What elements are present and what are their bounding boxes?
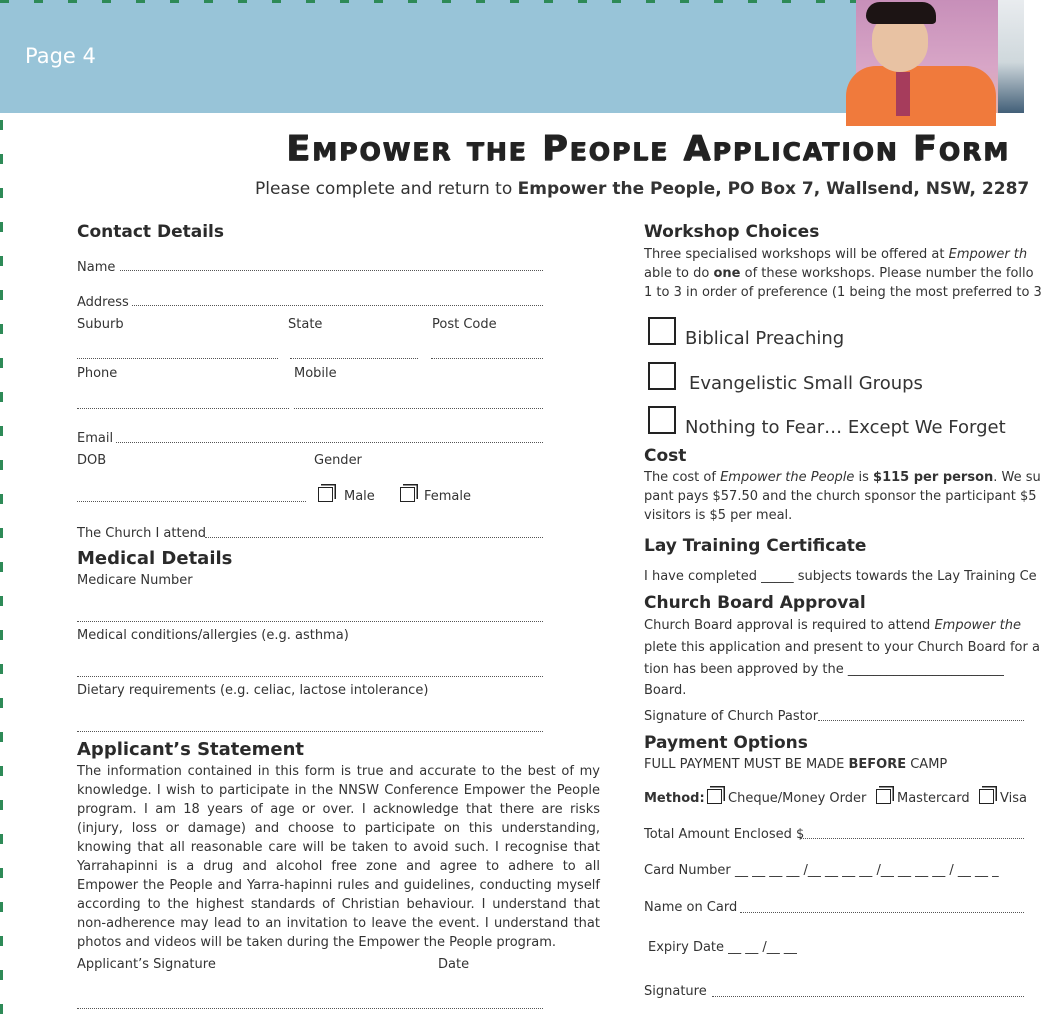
name-on-card-field[interactable] bbox=[740, 912, 1024, 913]
visa-label: Visa bbox=[1000, 791, 1027, 806]
suburb-label: Suburb bbox=[77, 317, 124, 332]
workshop-1-label: Biblical Preaching bbox=[685, 328, 845, 349]
header-photo-edge bbox=[998, 0, 1024, 113]
payment-signature-label: Signature bbox=[644, 984, 707, 999]
mastercard-checkbox[interactable] bbox=[876, 789, 891, 804]
name-label: Name bbox=[77, 260, 116, 275]
lay-training-text: I have completed _____ subjects towards the Lay Training Ce bbox=[644, 569, 1037, 584]
address-label: Address bbox=[77, 295, 129, 310]
mastercard-label: Mastercard bbox=[897, 791, 970, 806]
medical-details-heading: Medical Details bbox=[77, 548, 233, 569]
form-title: Empower the People Application Form bbox=[286, 129, 1010, 169]
payment-note: FULL PAYMENT MUST BE MADE BEFORE CAMP bbox=[644, 757, 948, 772]
mobile-field[interactable] bbox=[294, 408, 543, 409]
form-subtitle: Please complete and return to Empower the People, PO Box 7, Wallsend, NSW, 2287 bbox=[255, 179, 1030, 199]
total-amount-label: Total Amount Enclosed $ bbox=[644, 827, 805, 842]
left-dashed-border bbox=[0, 120, 3, 1024]
state-label: State bbox=[288, 317, 323, 332]
board-line3: tion has been approved by the ________________________ bbox=[644, 662, 1004, 677]
name-on-card-label: Name on Card bbox=[644, 900, 738, 915]
workshop-3-label: Nothing to Fear… Except We Forget bbox=[685, 417, 1006, 438]
workshop-2-checkbox[interactable] bbox=[648, 362, 676, 390]
workshop-1-checkbox[interactable] bbox=[648, 317, 676, 345]
church-field[interactable] bbox=[205, 537, 543, 538]
board-line1: Church Board approval is required to attend Empower the bbox=[644, 618, 1021, 633]
phone-label: Phone bbox=[77, 366, 118, 381]
board-line4: Board. bbox=[644, 683, 687, 698]
dob-label: DOB bbox=[77, 453, 107, 468]
medicare-field[interactable] bbox=[77, 621, 543, 622]
signature-label: Applicant’s Signature bbox=[77, 957, 216, 972]
payment-heading: Payment Options bbox=[644, 733, 808, 753]
mobile-label: Mobile bbox=[294, 366, 337, 381]
page-header bbox=[0, 0, 1024, 113]
workshop-2-label: Evangelistic Small Groups bbox=[689, 373, 923, 394]
pastor-signature-label: Signature of Church Pastor bbox=[644, 709, 819, 724]
conditions-field[interactable] bbox=[77, 676, 543, 677]
workshop-intro-line3: 1 to 3 in order of preference (1 being the most preferred to 3 bbox=[644, 285, 1042, 300]
board-approval-heading: Church Board Approval bbox=[644, 593, 866, 613]
expiry-date-field[interactable]: Expiry Date __ __ /__ __ bbox=[648, 940, 797, 955]
postcode-label: Post Code bbox=[432, 317, 497, 332]
dietary-label: Dietary requirements (e.g. celiac, lactose intolerance) bbox=[77, 683, 429, 698]
workshop-intro-line2: able to do one of these workshops. Please number the follo bbox=[644, 266, 1034, 281]
dob-field[interactable] bbox=[77, 501, 306, 502]
contact-details-heading: Contact Details bbox=[77, 222, 224, 242]
address-field[interactable] bbox=[132, 305, 543, 306]
statement-heading: Applicant’s Statement bbox=[77, 739, 305, 760]
email-field[interactable] bbox=[116, 442, 543, 443]
board-line2: plete this application and present to your Church Board for a bbox=[644, 640, 1040, 655]
state-field[interactable] bbox=[290, 358, 418, 359]
cost-line3: visitors is $5 per meal. bbox=[644, 508, 793, 523]
card-number-label: Card Number bbox=[644, 863, 731, 878]
cost-line1: The cost of Empower the People is $115 per person. We su bbox=[644, 470, 1041, 485]
suburb-field[interactable] bbox=[77, 358, 278, 359]
male-label: Male bbox=[344, 489, 375, 504]
male-checkbox[interactable] bbox=[318, 487, 333, 502]
church-label: The Church I attend bbox=[77, 526, 207, 541]
gender-label: Gender bbox=[314, 453, 362, 468]
postcode-field[interactable] bbox=[431, 358, 543, 359]
date-label: Date bbox=[438, 957, 470, 972]
female-checkbox[interactable] bbox=[400, 487, 415, 502]
cost-heading: Cost bbox=[644, 446, 687, 466]
female-label: Female bbox=[424, 489, 472, 504]
payment-signature-field[interactable] bbox=[712, 996, 1024, 997]
email-label: Email bbox=[77, 431, 114, 446]
phone-field[interactable] bbox=[77, 408, 289, 409]
visa-checkbox[interactable] bbox=[979, 789, 994, 804]
workshop-heading: Workshop Choices bbox=[644, 222, 820, 242]
lay-training-heading: Lay Training Certificate bbox=[644, 536, 867, 556]
workshop-intro-line1: Three specialised workshops will be offered at Empower th bbox=[644, 247, 1028, 262]
medicare-label: Medicare Number bbox=[77, 573, 193, 588]
method-label: Method: bbox=[644, 791, 705, 806]
header-photo bbox=[856, 0, 998, 113]
statement-text: The information contained in this form is true and accurate to the best of my knowledge. I wish to participate in the NNSW Conference Empower the People program. I am 18 years of age or over. I acknowledge that there are risks (injury, loss or damage) and choose to participate on this understanding, knowing that all reasonable care will be taken to avoid such. I recognise that Yarrahapinni is a drug and alcohol free zone and agree to adhere to all Empower the People and Yarra-hapinni rules and guidelines, conducting myself according to the highest standards of Christian behaviour. I understand that non-adherence may lead to an invitation to leave the event. I understand that photos and videos will be taken during the Empower the People program. bbox=[77, 764, 600, 950]
name-field[interactable] bbox=[120, 270, 543, 271]
pastor-signature-field[interactable] bbox=[818, 720, 1024, 721]
signature-field[interactable] bbox=[77, 1008, 543, 1009]
cost-line2: pant pays $57.50 and the church sponsor the participant $5 bbox=[644, 489, 1037, 504]
conditions-label: Medical conditions/allergies (e.g. asthma) bbox=[77, 628, 349, 643]
cheque-label: Cheque/Money Order bbox=[728, 791, 867, 806]
cheque-checkbox[interactable] bbox=[707, 789, 722, 804]
page-number: Page 4 bbox=[25, 44, 96, 68]
card-number-field[interactable]: __ __ __ __ /__ __ __ __ /__ __ __ __ / __ __ _ bbox=[735, 863, 999, 878]
total-amount-field[interactable] bbox=[800, 838, 1024, 839]
dietary-field[interactable] bbox=[77, 731, 543, 732]
workshop-3-checkbox[interactable] bbox=[648, 406, 676, 434]
